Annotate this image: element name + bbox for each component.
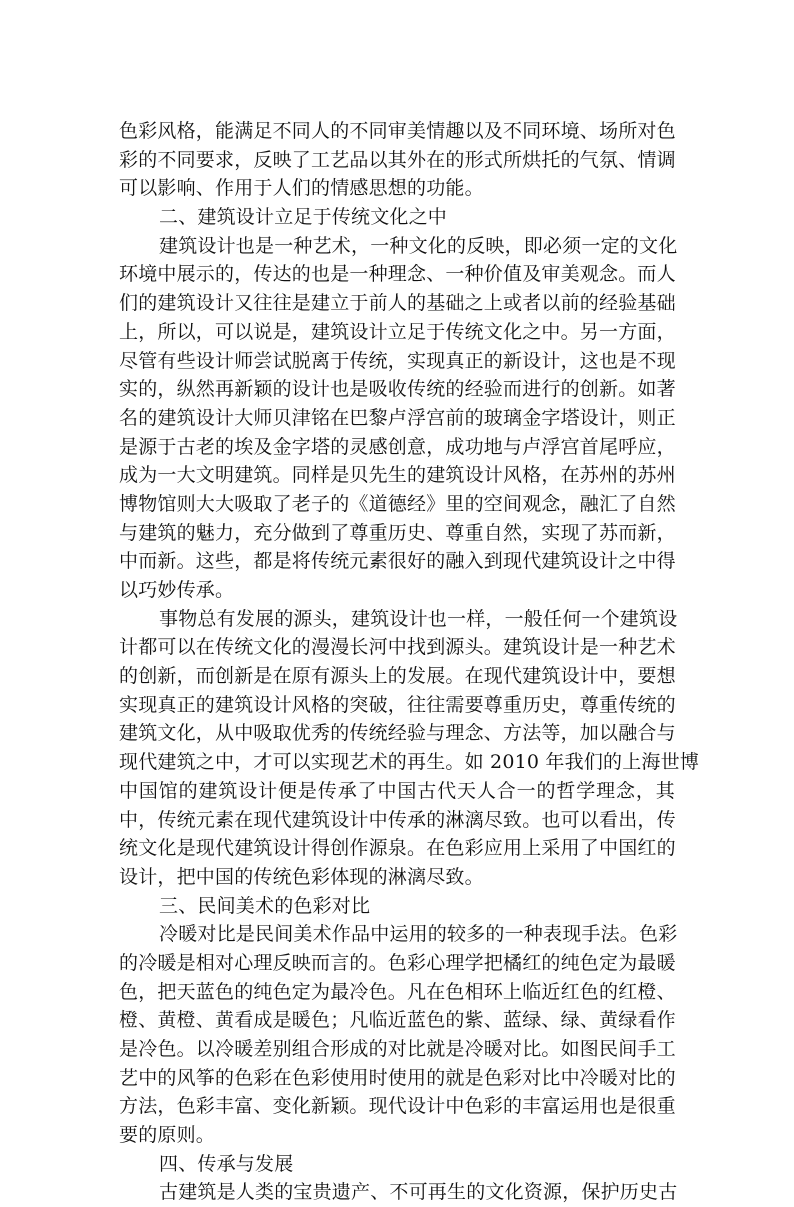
text-line: 艺中的风筝的色彩在色彩使用时使用的就是色彩对比中冷暖对比的 — [119, 1066, 676, 1089]
text-line: 事物总有发展的源头，建筑设计也一样，一般任何一个建筑设 — [159, 607, 678, 630]
section-heading: 二、建筑设计立足于传统文化之中 — [159, 206, 448, 229]
text-line: 色彩风格，能满足不同人的不同审美情趣以及不同环境、场所对色 — [119, 120, 676, 142]
text-line: 冷暖对比是民间美术作品中运用的较多的一种表现手法。色彩 — [159, 923, 678, 946]
text-line: 上，所以，可以说是，建筑设计立足于传统文化之中。另一方面， — [119, 320, 676, 343]
section-heading: 四、传承与发展 — [159, 1152, 294, 1175]
text-line: 环境中展示的，传达的也是一种理念、一种价值及审美观念。而人 — [119, 263, 676, 286]
text-line: 成为一大文明建筑。同样是贝先生的建筑设计风格，在苏州的苏州 — [119, 464, 676, 487]
text-line: 要的原则。 — [119, 1124, 216, 1147]
text-line: 的创新，而创新是在原有源头上的发展。在现代建筑设计中，要想 — [119, 665, 676, 688]
text-line: 博物馆则大大吸取了老子的《道德经》里的空间观念，融汇了自然 — [119, 492, 676, 515]
text-line: 现代建筑之中，才可以实现艺术的再生。如 2010 年我们的上海世博 — [119, 751, 700, 774]
text-line: 们的建筑设计又往往是建立于前人的基础之上或者以前的经验基础 — [119, 292, 676, 315]
text-line: 设计，把中国的传统色彩体现的淋漓尽致。 — [119, 865, 484, 888]
text-line: 中国馆的建筑设计便是传承了中国古代天人合一的哲学理念，其 — [119, 779, 675, 802]
text-line: 方法，色彩丰富、变化新颖。现代设计中色彩的丰富运用也是很重 — [119, 1095, 676, 1118]
text-line: 以巧妙传承。 — [119, 579, 235, 601]
text-line: 计都可以在传统文化的漫漫长河中找到源头。建筑设计是一种艺术 — [119, 636, 676, 659]
text-line: 尽管有些设计师尝试脱离于传统，实现真正的新设计，这也是不现 — [119, 349, 676, 372]
text-line: 与建筑的魅力，充分做到了尊重历史、尊重自然，实现了苏而新， — [119, 521, 676, 544]
text-line: 的冷暖是相对心理反映而言的。色彩心理学把橘红的纯色定为最暖 — [119, 951, 676, 974]
text-line: 橙、黄橙、黄看成是暖色；凡临近蓝色的紫、蓝绿、绿、黄绿看作 — [119, 1009, 676, 1032]
text-line: 彩的不同要求，反映了工艺品以其外在的形式所烘托的气氛、情调 — [119, 148, 676, 171]
text-line: 统文化是现代建筑设计得创作源泉。在色彩应用上采用了中国红的 — [119, 837, 676, 860]
text-line: 名的建筑设计大师贝津铭在巴黎卢浮宫前的玻璃金字塔设计，则正 — [119, 406, 676, 429]
text-line: 色，把天蓝色的纯色定为最冷色。凡在色相环上临近红色的红橙、 — [119, 980, 676, 1003]
text-line: 是源于古老的埃及金字塔的灵感创意，成功地与卢浮宫首尾呼应， — [119, 435, 676, 458]
text-line: 实现真正的建筑设计风格的突破，往往需要尊重历史，尊重传统的 — [119, 693, 676, 716]
text-line: 中而新。这些，都是将传统元素很好的融入到现代建筑设计之中得 — [119, 550, 676, 573]
text-line: 实的，纵然再新颖的设计也是吸收传统的经验而进行的创新。如著 — [119, 378, 676, 401]
section-heading: 三、民间美术的色彩对比 — [159, 894, 371, 917]
text-line: 建筑设计也是一种艺术，一种文化的反映，即必须一定的文化 — [159, 234, 678, 257]
text-line: 是冷色。以冷暖差别组合形成的对比就是冷暖对比。如图民间手工 — [119, 1038, 676, 1060]
text-line: 可以影响、作用于人们的情感思想的功能。 — [119, 177, 484, 200]
text-line: 建筑文化，从中吸取优秀的传统经验与理念、方法等，加以融合与 — [119, 722, 676, 745]
document-page — [119, 117, 700, 1207]
text-line: 中，传统元素在现代建筑设计中传承的淋漓尽致。也可以看出，传 — [119, 808, 676, 831]
text-line: 古建筑是人类的宝贵遗产、不可再生的文化资源，保护历史古 — [159, 1181, 678, 1204]
